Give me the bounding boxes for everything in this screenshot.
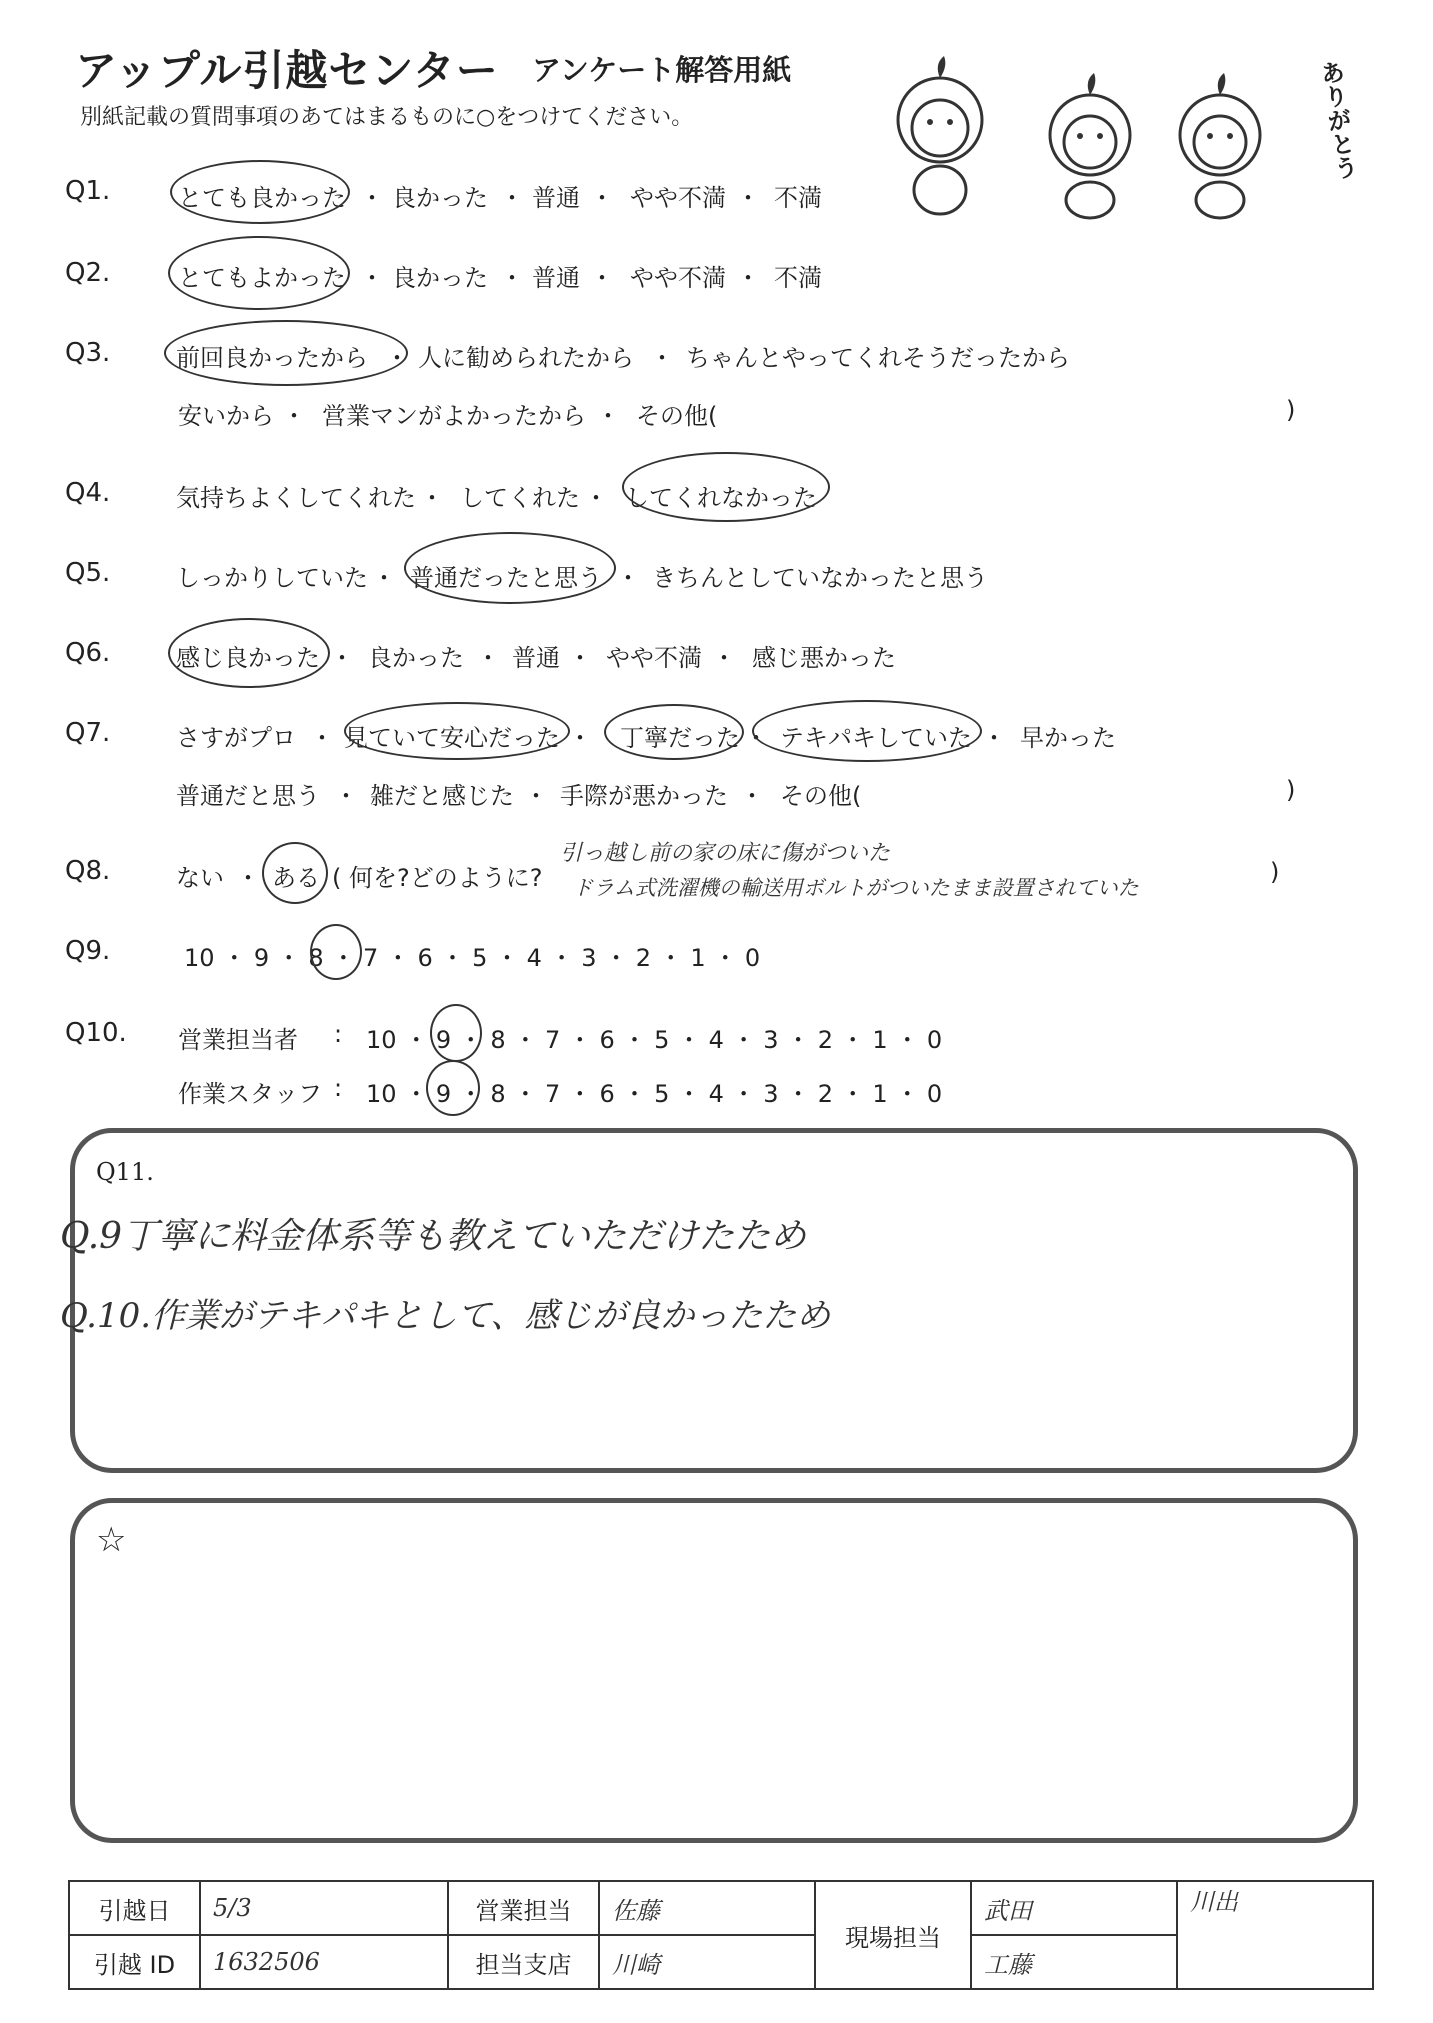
q11-answer-line2[interactable]: Q.10.作業がテキパキとして、感じが良かったため [60, 1296, 831, 1336]
q10-row1-score-2[interactable]: 2 [817, 1026, 834, 1054]
sales-label: 営業担当 [448, 1881, 599, 1935]
q5-label: Q5. [65, 558, 111, 588]
q10-row1-score-9[interactable]: 9 [435, 1026, 452, 1054]
q7-option-4[interactable]: テキパキしていた [780, 724, 972, 752]
notes-box [70, 1498, 1358, 1843]
q6-option-3[interactable]: 普通 [512, 644, 560, 672]
q7-answer-circle-3 [752, 700, 982, 762]
site-staff-2[interactable]: 工藤 [971, 1935, 1177, 1989]
q3-option-other[interactable]: その他( [636, 402, 718, 430]
q3-answer-circle [164, 320, 408, 386]
q6-answer-circle [168, 618, 330, 688]
q3-close-paren: ) [1286, 396, 1296, 424]
q9-score-2[interactable]: 2 [635, 944, 652, 972]
instructions: 別紙記載の質問事項のあてはまるものに○をつけてください。 [80, 105, 694, 130]
branch-value[interactable]: 川崎 [599, 1935, 815, 1989]
q8-answer-circle [262, 842, 328, 904]
q8-option-yes[interactable]: ある [272, 864, 320, 892]
thanks-text: ありがとう [1314, 58, 1360, 182]
q7-option-8[interactable]: 手際が悪かった [560, 782, 728, 810]
q10-row2-colon: : [334, 1074, 343, 1102]
move-id-label: 引越 ID [69, 1935, 200, 1989]
q4-answer-circle [622, 452, 830, 522]
q10-row2-scale[interactable]: 10 ・ 9 ・ 8 ・ 7 ・ 6 ・ 5 ・ 4 ・ 3 ・ 2 ・ 1 ・ 0 [366, 1080, 943, 1108]
q7-option-1[interactable]: さすがプロ [176, 724, 296, 752]
q9-score-10[interactable]: 10 [184, 944, 215, 972]
q10-row2-answer-circle [426, 1060, 480, 1116]
q8-close-paren: ) [1270, 858, 1280, 886]
q9-score-1[interactable]: 1 [690, 944, 706, 972]
q10-row2-score-6[interactable]: 6 [599, 1080, 615, 1108]
q6-option-1[interactable]: 感じ良かった [176, 644, 320, 672]
q7-option-6[interactable]: 普通だと思う [176, 782, 320, 810]
q10-row1-score-3[interactable]: 3 [763, 1026, 779, 1054]
q1-option-4[interactable]: やや不満 [630, 184, 726, 212]
q5-option-1[interactable]: しっかりしていた [176, 564, 368, 592]
q9-score-6[interactable]: 6 [417, 944, 433, 972]
site-staff-3[interactable]: 川出 [1177, 1881, 1373, 1989]
move-date-label: 引越日 [69, 1881, 200, 1935]
q10-row1-score-5[interactable]: 5 [654, 1026, 670, 1054]
q2-option-5[interactable]: 不満 [774, 264, 822, 292]
q10-row2-score-10[interactable]: 10 [366, 1080, 397, 1108]
sales-value[interactable]: 佐藤 [599, 1881, 815, 1935]
q1-option-1[interactable]: とても良かった [178, 184, 346, 212]
q4-option-1[interactable]: 気持ちよくしてくれた [176, 484, 416, 512]
q10-row2-score-5[interactable]: 5 [654, 1080, 670, 1108]
q5-option-3[interactable]: きちんとしていなかったと思う [652, 564, 988, 592]
q9-answer-circle [310, 924, 362, 980]
q10-row2-score-4[interactable]: 4 [708, 1080, 724, 1108]
q9-label: Q9. [65, 936, 111, 966]
q3-option-4[interactable]: 安いから [178, 402, 274, 430]
q8-answer-line2[interactable]: ドラム式洗濯機の輸送用ボルトがついたまま設置されていた [572, 876, 1139, 900]
q10-row1-scale[interactable]: 10 ・ 9 ・ 8 ・ 7 ・ 6 ・ 5 ・ 4 ・ 3 ・ 2 ・ 1 ・ 0 [366, 1026, 943, 1054]
q3-option-5[interactable]: 営業マンがよかったから [322, 402, 586, 430]
form-subtitle: アンケート解答用紙 [532, 53, 792, 87]
q1-option-5[interactable]: 不満 [774, 184, 822, 212]
q10-row1-label: 営業担当者 [178, 1026, 298, 1054]
q10-row2-score-1[interactable]: 1 [872, 1080, 888, 1108]
q7-option-7[interactable]: 雑だと感じた [370, 782, 514, 810]
site-label: 現場担当 [815, 1881, 971, 1989]
move-date-value[interactable]: 5/3 [200, 1881, 448, 1935]
q10-row1-score-6[interactable]: 6 [599, 1026, 615, 1054]
q7-answer-circle-1 [344, 702, 570, 760]
form-title: アップル引越センター [75, 46, 499, 95]
branch-label: 担当支店 [448, 1935, 599, 1989]
q10-row1-score-7[interactable]: 7 [544, 1026, 561, 1054]
q5-option-2[interactable]: 普通だったと思う [410, 564, 602, 592]
q8-option-no[interactable]: ない [176, 864, 224, 892]
q10-row1-score-1[interactable]: 1 [872, 1026, 888, 1054]
q10-row2-score-9[interactable]: 9 [435, 1080, 452, 1108]
q3-option-1[interactable]: 前回良かったから [176, 344, 368, 372]
q9-score-3[interactable]: 3 [581, 944, 597, 972]
q3-label: Q3. [65, 338, 111, 368]
q2-option-3[interactable]: 普通 [532, 264, 580, 292]
q9-score-0[interactable]: 0 [744, 944, 761, 972]
q7-close-paren: ) [1286, 776, 1296, 804]
q2-option-2[interactable]: 良かった [392, 264, 488, 292]
q10-row2-score-3[interactable]: 3 [763, 1080, 779, 1108]
q4-option-2[interactable]: してくれた [460, 484, 580, 512]
q7-answer-circle-2 [604, 704, 744, 760]
q10-row1-score-0[interactable]: 0 [926, 1026, 943, 1054]
q3-option-2[interactable]: 人に勧められたから [418, 344, 634, 372]
q1-option-3[interactable]: 普通 [532, 184, 580, 212]
q10-row1-colon: : [334, 1020, 343, 1048]
q2-label: Q2. [65, 258, 111, 288]
q9-score-8[interactable]: 8 [308, 944, 324, 972]
q7-option-3[interactable]: 丁寧だった [620, 724, 740, 752]
q1-label: Q1. [65, 176, 111, 206]
q7-label: Q7. [65, 718, 111, 748]
q10-row2-score-2[interactable]: 2 [817, 1080, 834, 1108]
q6-option-5[interactable]: 感じ悪かった [752, 644, 896, 672]
q10-row2-score-8[interactable]: 8 [490, 1080, 506, 1108]
move-id-value[interactable]: 1632506 [200, 1935, 448, 1989]
q9-score-4[interactable]: 4 [526, 944, 542, 972]
q6-label: Q6. [65, 638, 111, 668]
q10-row2-score-7[interactable]: 7 [544, 1080, 561, 1108]
q10-row1-answer-circle [430, 1004, 482, 1062]
mascot-illustration [880, 50, 1320, 220]
q8-prompt: ( 何を?どのように? [332, 864, 543, 892]
q10-row1-score-4[interactable]: 4 [708, 1026, 724, 1054]
q1-answer-circle [170, 160, 350, 224]
q8-answer-line1[interactable]: 引っ越し前の家の床に傷がついた [560, 841, 891, 866]
q7-option-5[interactable]: 早かった [1020, 724, 1116, 752]
q4-label: Q4. [65, 478, 111, 508]
q4-option-3[interactable]: してくれなかった [625, 484, 817, 512]
q2-option-4[interactable]: やや不満 [630, 264, 726, 292]
q6-option-2[interactable]: 良かった [368, 644, 464, 672]
q10-label: Q10. [65, 1018, 127, 1048]
q1-option-2[interactable]: 良かった [392, 184, 488, 212]
q10-row2-score-0[interactable]: 0 [926, 1080, 943, 1108]
q9-scale[interactable]: 10 ・ 9 ・ 8 ・ 7 ・ 6 ・ 5 ・ 4 ・ 3 ・ 2 ・ 1 ・ 0 [184, 944, 761, 972]
footer-table [68, 1880, 1374, 1990]
q11-answer-line1[interactable]: Q.9丁寧に料金体系等も教えていただけたため [60, 1216, 807, 1257]
q7-option-2[interactable]: 見ていて安心だった [344, 724, 560, 752]
q6-option-4[interactable]: やや不満 [606, 644, 702, 672]
q2-option-1[interactable]: とてもよかった [178, 264, 346, 292]
q9-score-5[interactable]: 5 [472, 944, 488, 972]
q10-row2-label: 作業スタッフ [178, 1080, 322, 1108]
site-staff-1[interactable]: 武田 [971, 1881, 1177, 1935]
star-icon: ☆ [96, 1520, 127, 1560]
q11-label: Q11. [96, 1158, 154, 1186]
q2-answer-circle [168, 236, 350, 310]
q10-row1-score-8[interactable]: 8 [490, 1026, 506, 1054]
q5-answer-circle [404, 532, 616, 604]
q9-score-7[interactable]: 7 [362, 944, 379, 972]
q9-score-9[interactable]: 9 [253, 944, 270, 972]
q8-label: Q8. [65, 856, 111, 886]
q10-row1-score-10[interactable]: 10 [366, 1026, 397, 1054]
q3-option-3[interactable]: ちゃんとやってくれそうだったから [686, 344, 1070, 372]
q7-option-other[interactable]: その他( [780, 782, 862, 810]
